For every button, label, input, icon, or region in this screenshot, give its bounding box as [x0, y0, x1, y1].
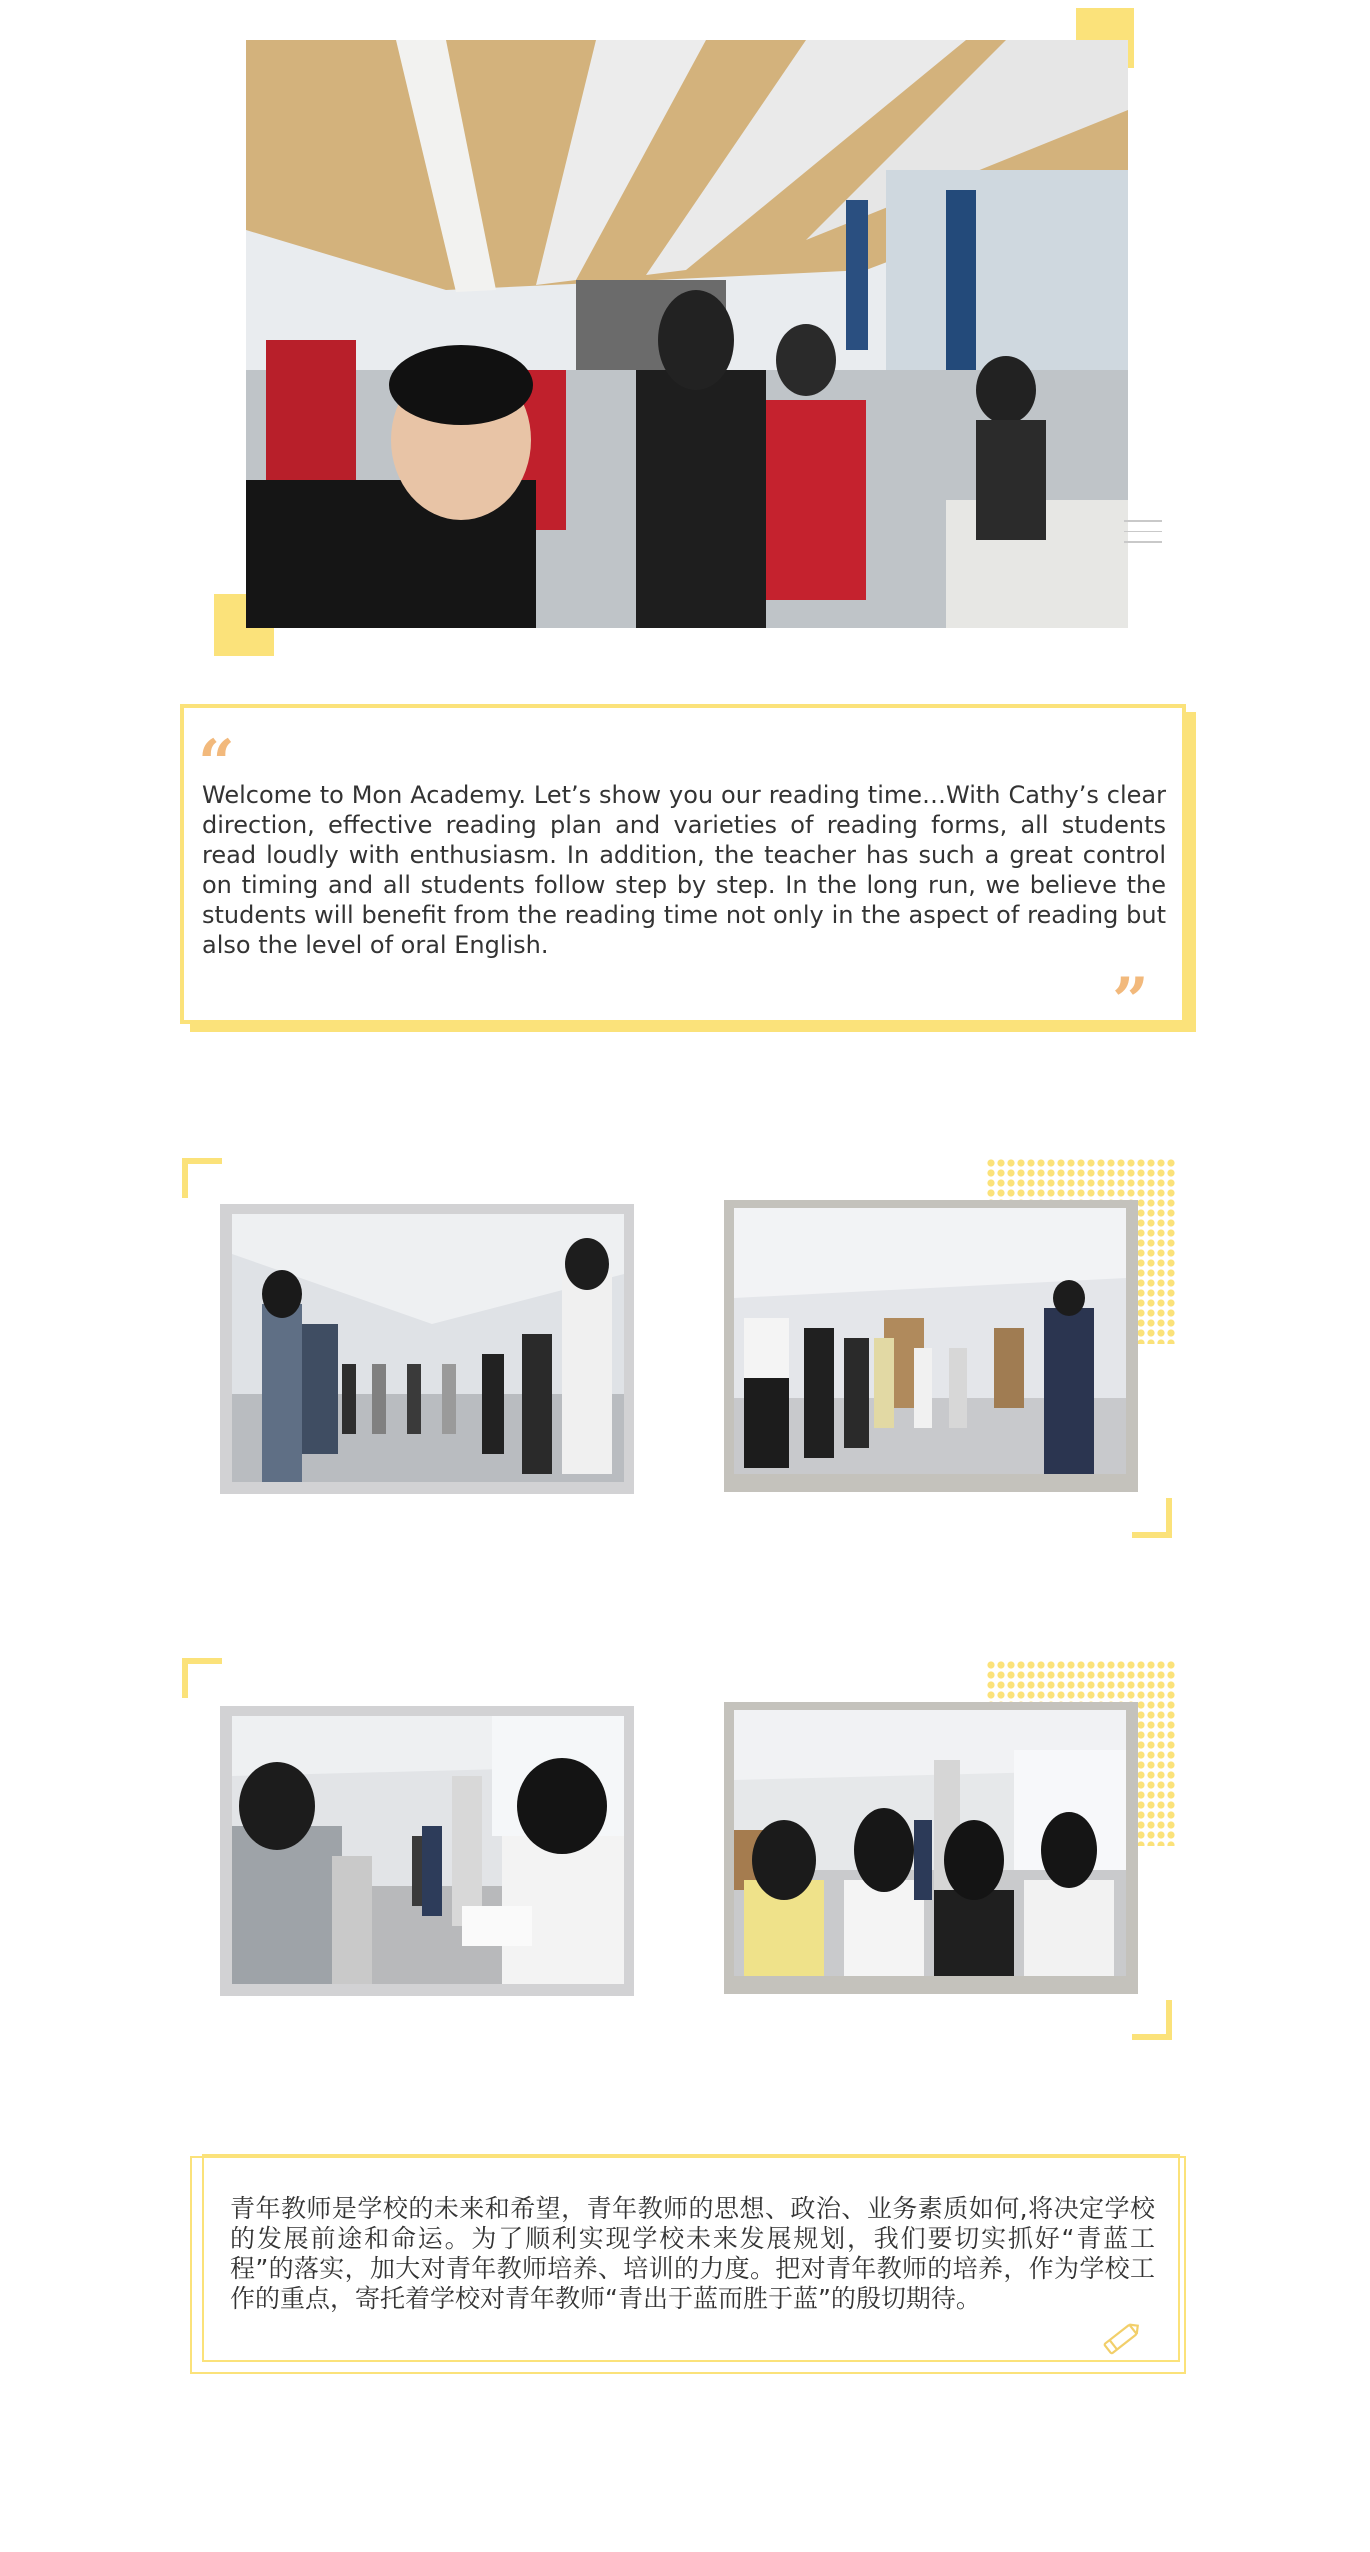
gallery-corner-bracket-bottom-right	[1132, 2000, 1172, 2040]
gallery-corner-bracket-bottom-right	[1132, 1498, 1172, 1538]
pencil-icon	[1100, 2316, 1144, 2360]
menu-line	[1124, 541, 1162, 543]
open-quote-icon: “	[198, 726, 235, 801]
teachers-discussion-photo	[734, 1710, 1126, 1976]
teachers-corridor-photo	[232, 1214, 624, 1482]
hamburger-menu-icon[interactable]	[1124, 520, 1162, 554]
gallery-photo-frame	[220, 1204, 634, 1494]
gallery-corner-bracket-top-left	[182, 1158, 222, 1198]
close-quote-icon: ”	[1112, 964, 1149, 1039]
chinese-note-text: 青年教师是学校的未来和希望，青年教师的思想、政治、业务素质如何,将决定学校的发展前途和命运。为了顺利实现学校未来发展规划，我们要切实抓好“青蓝工程”的落实，加大对青年教师培养、培训的力度。把对青年教师的培养，作为学校工作的重点，寄托着学校对青年教师“青出于蓝而胜于蓝”的殷切期待。	[230, 2194, 1155, 2313]
gallery-photo-frame	[724, 1702, 1138, 1994]
teacher-writing-notes-photo	[232, 1716, 624, 1984]
gallery-photo-frame	[220, 1706, 634, 1996]
menu-line	[1124, 520, 1162, 522]
gallery-corner-bracket-top-left	[182, 1658, 222, 1698]
menu-line	[1124, 531, 1162, 533]
hero-photo	[246, 40, 1128, 628]
classroom-reading-photo-icon	[246, 40, 1128, 628]
teachers-meeting-hall-photo	[734, 1208, 1126, 1474]
quote-text: Welcome to Mon Academy. Let’s show you our reading time…With Cathy’s clear direction, effective reading plan and varieties of reading forms, all students read loudly with enthusiasm. In addition, the teacher has such a great control on timing and all students follow step by step. In the long run, we believe the students will benefit from the reading time not only in the aspect of reading but also the level of oral English.	[202, 781, 1166, 959]
gallery-photo-frame	[724, 1200, 1138, 1492]
